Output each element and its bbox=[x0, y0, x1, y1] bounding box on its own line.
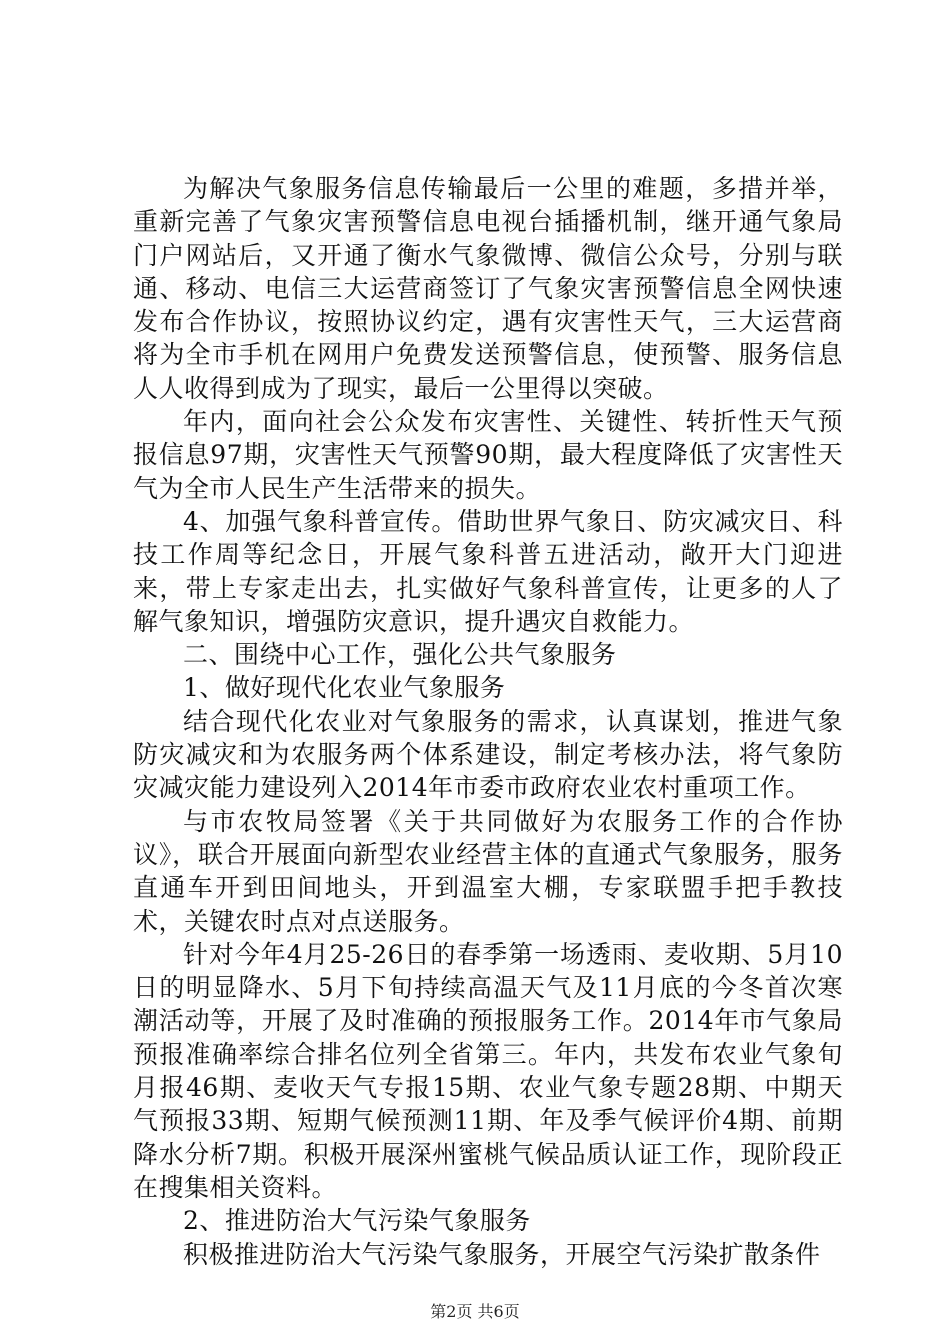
paragraph-forecast-stats: 年内，面向社会公众发布灾害性、关键性、转折性天气预报信息97期，灾害性天气预警90期，最大程度降低了灾害性天气为全市人民生产生活带来的损失。 bbox=[133, 407, 843, 503]
document-body bbox=[133, 172, 843, 1271]
paragraph-warning-dissemination: 为解决气象服务信息传输最后一公里的难题，多措并举，重新完善了气象灾害预警信息电视台插播机制，继开通气象局门户网站后，又开通了衡水气象微博、微信公众号，分别与联通、移动、电信三大运营商签订了气象灾害预警信息全网快速发布合作协议，按照协议约定，遇有灾害性天气，三大运营商将为全市手机在网用户免费发送预警信息，使预警、服务信息人人收得到成为了现实，最后一公里得以突破。 bbox=[133, 174, 843, 403]
paragraph-air-pollution: 积极推进防治大气污染气象服务，开展空气污染扩散条件 bbox=[183, 1239, 821, 1269]
paragraph-agriculture-needs: 结合现代化农业对气象服务的需求，认真谋划，推进气象防灾减灾和为农服务两个体系建设，制定考核办法，将气象防灾减灾能力建设列入2014年市委市政府农业农村重项工作。 bbox=[133, 706, 843, 803]
paragraph-cooperation-agreement: 与市农牧局签署《关于共同做好为农服务工作的合作协议》，联合开展面向新型农业经营主体的直通式气象服务，服务直通车开到田间地头，开到温室大棚，专家联盟手把手教技术，关键农时点对点送服务。 bbox=[133, 806, 843, 936]
section-heading-public-service: 二、围绕中心工作，强化公共气象服务 bbox=[183, 640, 617, 670]
paragraph-forecast-services: 针对今年4月25-26日的春季第一场透雨、麦收期、5月10日的明显降水、5月下旬持续高温天气及11月底的今冬首次寒潮活动等，开展了及时准确的预报服务工作。2014年市气象局预报准确率综合排名位列全省第三。年内，共发布农业气象旬月报46期、麦收天气专报15期、农业气象专题28期、中期天气预报33期、短期气候预测11期、年及季气候评价4期、前期降水分析7期。积极开展深州蜜桃气候品质认证工作，现阶段正在搜集相关资料。 bbox=[133, 939, 843, 1202]
subheading-agriculture-service: 1、做好现代化农业气象服务 bbox=[183, 673, 506, 703]
subheading-air-pollution-service: 2、推进防治大气污染气象服务 bbox=[183, 1206, 531, 1236]
page-footer: 第2页 共6页 bbox=[430, 1302, 520, 1321]
paragraph-science-popularization: 4、加强气象科普宣传。借助世界气象日、防灾减灾日、科技工作周等纪念日，开展气象科普五进活动，敞开大门迎进来，带上专家走出去，扎实做好气象科普宣传，让更多的人了解气象知识，增强防灾意识，提升遇灾自救能力。 bbox=[133, 506, 843, 636]
